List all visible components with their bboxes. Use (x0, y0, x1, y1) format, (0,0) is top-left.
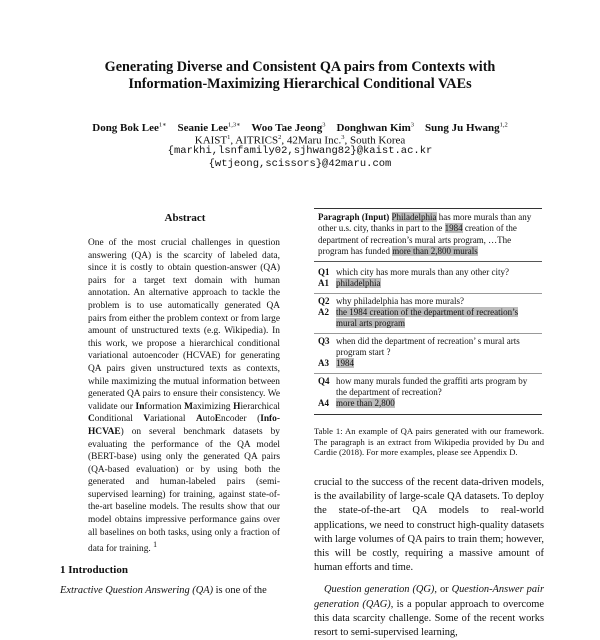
author: Seanie Lee$^{1,3∗}$ (177, 121, 241, 134)
author: Dong Bok Lee$^{1∗}$ (92, 121, 167, 134)
input-paragraph: Paragraph (Input) Philadelphia has more murals than any other u.s. city, thanks in part to the 1984 creation of the department of recreation’s mural arts program, …The program has funded more than 2,800 murals (314, 209, 542, 262)
qa-pair: Q1 which city has more murals than any other city? A1 philadelphia (318, 267, 509, 289)
author: Woo Tae Jeong$^3$ (251, 121, 326, 134)
email-line-2: {wtjeong,scissors}@42maru.com (208, 158, 392, 170)
author: Donghwan Kim$^3$ (336, 121, 415, 134)
paragraph-label: Paragraph (Input) (318, 212, 390, 222)
body-paragraph: Question generation (QG), or Question-Answer pair generation (QAG), is a popular approach to overcome this data scarcity challenge. Some of the recent works resort to semi-supervised learning, (314, 584, 545, 639)
qa-pair: Q4 how many murals funded the graffiti arts program by the department of recreation? A4 more than 2,800 (318, 375, 528, 409)
affiliations: KAIST$^1$, AITRICS$^2$, 42Maru Inc.$^3$, South Korea (194, 134, 406, 147)
author: Sung Ju Hwang$^{1,2}$ (425, 121, 508, 134)
body-paragraph: crucial to the success of the recent data-driven models, is the availability of large-scale QA datasets. To deploy the state-of-the-art QA models to real-world applications, we need to construct high-quality datasets with large volumes of QA pairs to train them; however, this will be costly, requiring a massive amount of human efforts and time. (314, 477, 544, 574)
table-caption: Table 1: An example of QA pairs generated with our framework. The paragraph is an extract from Wikipedia provided by Du and Cardie (2018). For more examples, please see Appendix D. (314, 426, 544, 458)
title-line-2: Information-Maximizing Hierarchical Conditional VAEs (128, 76, 472, 92)
email-line-1: {markhi,lsnfamily02,sjhwang82}@kaist.ac.kr (167, 145, 433, 157)
title-line-1: Generating Diverse and Consistent QA pairs from Contexts with (104, 59, 496, 75)
paper-title (40, 59, 560, 93)
qa-example-table (314, 208, 542, 415)
section-heading-introduction: 1 Introduction (60, 564, 128, 576)
qa-pair: Q3 when did the department of recreation’ s mural arts program start ? A3 1984 (318, 335, 520, 369)
qa-pair: Q2 why philadelphia has more murals? A2 the 1984 creation of the department of recreation’s mural arts program (318, 295, 519, 329)
right-column-body (314, 476, 544, 640)
intro-first-line: Extractive Question Answering (QA) is one of the (60, 585, 267, 596)
abstract-heading: Abstract (164, 212, 206, 224)
abstract-body: One of the most crucial challenges in question answering (QA) is the scarcity of labeled data, since it is costly to obtain question-answer (QA) pairs for a target text domain with human annotation. An alternative approach to tackle the problem is to use automatically generated QA pairs from either the problem context or from large amount of unstructured texts (e.g. Wikipedia). In this work, we propose a hierarchical conditional variational autoencoder (HCVAE) for generating QA pairs given unstructured texts as contexts, while maximizing the mutual information between generated QA pairs to ensure their consistency. We validate our Information Maximizing Hierarchical Conditional Variational AutoEncoder (Info-HCVAE) on several benchmark datasets by evaluating the performance of the QA model (BERT-base) using only the generated QA pairs (QA-based evaluation) or by using both the generated and human-labeled pairs (semi-supervised learning) for training, against state-of-the-art baseline models. The results show that our model obtains impressive performance gains over all baselines on both tasks, using only a fraction of data for training. $^1$ (88, 238, 280, 555)
footnote-mark: 1 (153, 540, 158, 550)
